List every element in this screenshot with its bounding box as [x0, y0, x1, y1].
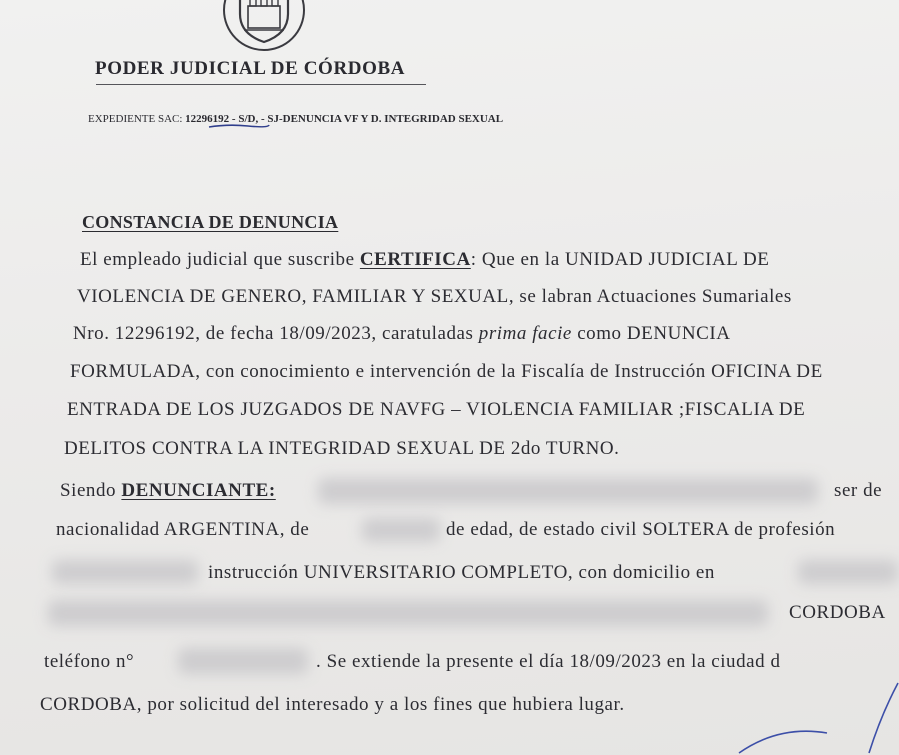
paragraph-2-line-5b: . Se extiende la presente el día 18/09/2023 en la ciudad d — [316, 651, 781, 672]
paragraph-2-line-4: CORDOBA — [789, 602, 886, 623]
paragraph-2-line-6: CORDOBA, por solicitud del interesado y a los fines que hubiera lugar. — [40, 694, 625, 715]
text-segment: : Que en la UNIDAD JUDICIAL DE — [470, 249, 770, 270]
paragraph-2-line-2b: de edad, de estado civil SOLTERA de profesión — [446, 519, 836, 540]
redacted-address — [48, 600, 768, 626]
redacted-address-start — [798, 560, 898, 584]
expediente-line — [88, 113, 503, 125]
redacted-phone — [178, 648, 308, 674]
text-segment: como DENUNCIA — [571, 323, 731, 344]
expediente-number: 12296192 — [185, 113, 230, 125]
certifica-keyword: CERTIFICA — [359, 249, 471, 270]
paragraph-1-line-3 — [73, 323, 731, 345]
text-segment: Siendo — [60, 480, 122, 501]
denunciante-keyword: DENUNCIANTE: — [121, 480, 276, 501]
document-title: CONSTANCIA DE DENUNCIA — [82, 212, 339, 232]
paragraph-1-line-5: ENTRADA DE LOS JUZGADOS DE NAVFG – VIOLENCIA FAMILIAR ;FISCALIA DE — [67, 399, 806, 420]
redacted-name — [318, 478, 818, 504]
paragraph-2-line-5a: teléfono n° — [44, 651, 135, 672]
paragraph-2-line-2a: nacionalidad ARGENTINA, de — [56, 519, 310, 540]
text-segment: El empleado judicial que suscribe — [80, 249, 360, 270]
paragraph-2-line-3: instrucción UNIVERSITARIO COMPLETO, con domicilio en — [208, 562, 715, 583]
header-divider — [96, 84, 426, 85]
paragraph-2-line-1 — [60, 480, 276, 502]
redacted-profession — [52, 560, 198, 584]
expediente-caption: - S/D, - SJ-DENUNCIA VF Y D. INTEGRIDAD SEXUAL — [229, 113, 504, 125]
institution-name: PODER JUDICIAL DE CÓRDOBA — [95, 58, 406, 79]
pen-underline-mark — [208, 123, 270, 129]
expediente-label: EXPEDIENTE SAC: — [88, 113, 186, 125]
paragraph-1-line-6: DELITOS CONTRA LA INTEGRIDAD SEXUAL DE 2do TURNO. — [64, 438, 620, 459]
paragraph-1-line-2: VIOLENCIA DE GENERO, FAMILIAR Y SEXUAL, se labran Actuaciones Sumariales — [77, 286, 792, 307]
paragraph-1-line-1 — [80, 249, 769, 271]
prima-facie-phrase: prima facie — [478, 323, 572, 344]
text-segment: Nro. 12296192, de fecha 18/09/2023, caratuladas — [73, 323, 479, 344]
redacted-age — [362, 518, 440, 542]
court-seal-emblem — [222, 0, 306, 52]
signature-stroke — [699, 655, 899, 755]
paragraph-2-line-1-end: ser de — [834, 480, 883, 501]
paragraph-1-line-4: FORMULADA, con conocimiento e intervención de la Fiscalía de Instrucción OFICINA DE — [70, 361, 823, 382]
